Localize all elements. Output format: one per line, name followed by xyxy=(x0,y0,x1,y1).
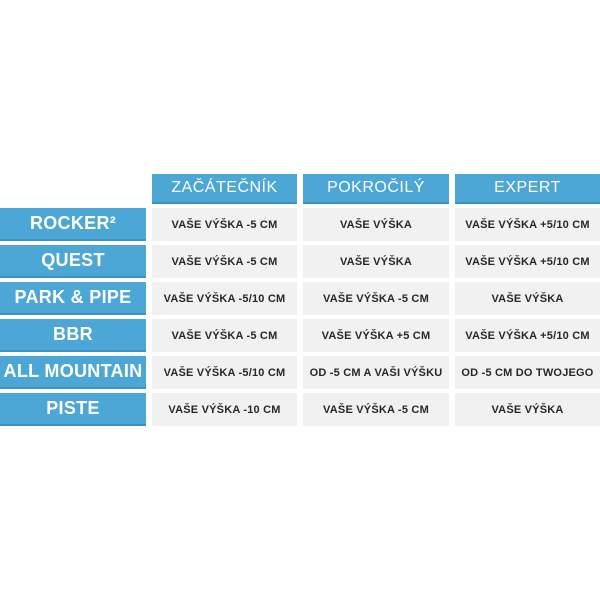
cell-bbr-expert: VAŠE VÝŠKA +5/10 CM xyxy=(455,319,600,352)
cell-piste-beginner: VAŠE VÝŠKA -10 CM xyxy=(152,393,297,426)
cell-piste-intermediate: VAŠE VÝŠKA -5 CM xyxy=(303,393,449,426)
column-header-beginner: ZAČÁTEČNÍK xyxy=(152,174,297,204)
cell-park-and-pipe-expert: VAŠE VÝŠKA xyxy=(455,282,600,315)
cell-quest-intermediate: VAŠE VÝŠKA xyxy=(303,245,449,278)
cell-rocker2-intermediate: VAŠE VÝŠKA xyxy=(303,208,449,241)
column-header-expert: EXPERT xyxy=(455,174,600,204)
row-label-park-and-pipe: PARK & PIPE xyxy=(0,282,146,315)
cell-all-mountain-beginner: VAŠE VÝŠKA -5/10 CM xyxy=(152,356,297,389)
cell-quest-expert: VAŠE VÝŠKA +5/10 CM xyxy=(455,245,600,278)
cell-rocker2-expert: VAŠE VÝŠKA +5/10 CM xyxy=(455,208,600,241)
cell-quest-beginner: VAŠE VÝŠKA -5 CM xyxy=(152,245,297,278)
cell-all-mountain-expert: OD -5 CM DO TWOJEGO xyxy=(455,356,600,389)
cell-rocker2-beginner: VAŠE VÝŠKA -5 CM xyxy=(152,208,297,241)
cell-bbr-beginner: VAŠE VÝŠKA -5 CM xyxy=(152,319,297,352)
corner-spacer xyxy=(0,174,146,204)
row-label-all-mountain: ALL MOUNTAIN xyxy=(0,356,146,389)
cell-park-and-pipe-beginner: VAŠE VÝŠKA -5/10 CM xyxy=(152,282,297,315)
row-label-bbr: BBR xyxy=(0,319,146,352)
cell-piste-expert: VAŠE VÝŠKA xyxy=(455,393,600,426)
cell-bbr-intermediate: VAŠE VÝŠKA +5 CM xyxy=(303,319,449,352)
column-header-intermediate: POKROČILÝ xyxy=(303,174,449,204)
row-label-quest: QUEST xyxy=(0,245,146,278)
row-label-piste: PISTE xyxy=(0,393,146,426)
row-label-rocker2: ROCKER² xyxy=(0,208,146,241)
cell-park-and-pipe-intermediate: VAŠE VÝŠKA -5 CM xyxy=(303,282,449,315)
cell-all-mountain-intermediate: OD -5 CM A VAŠI VÝŠKU xyxy=(303,356,449,389)
ski-size-table xyxy=(0,174,600,426)
